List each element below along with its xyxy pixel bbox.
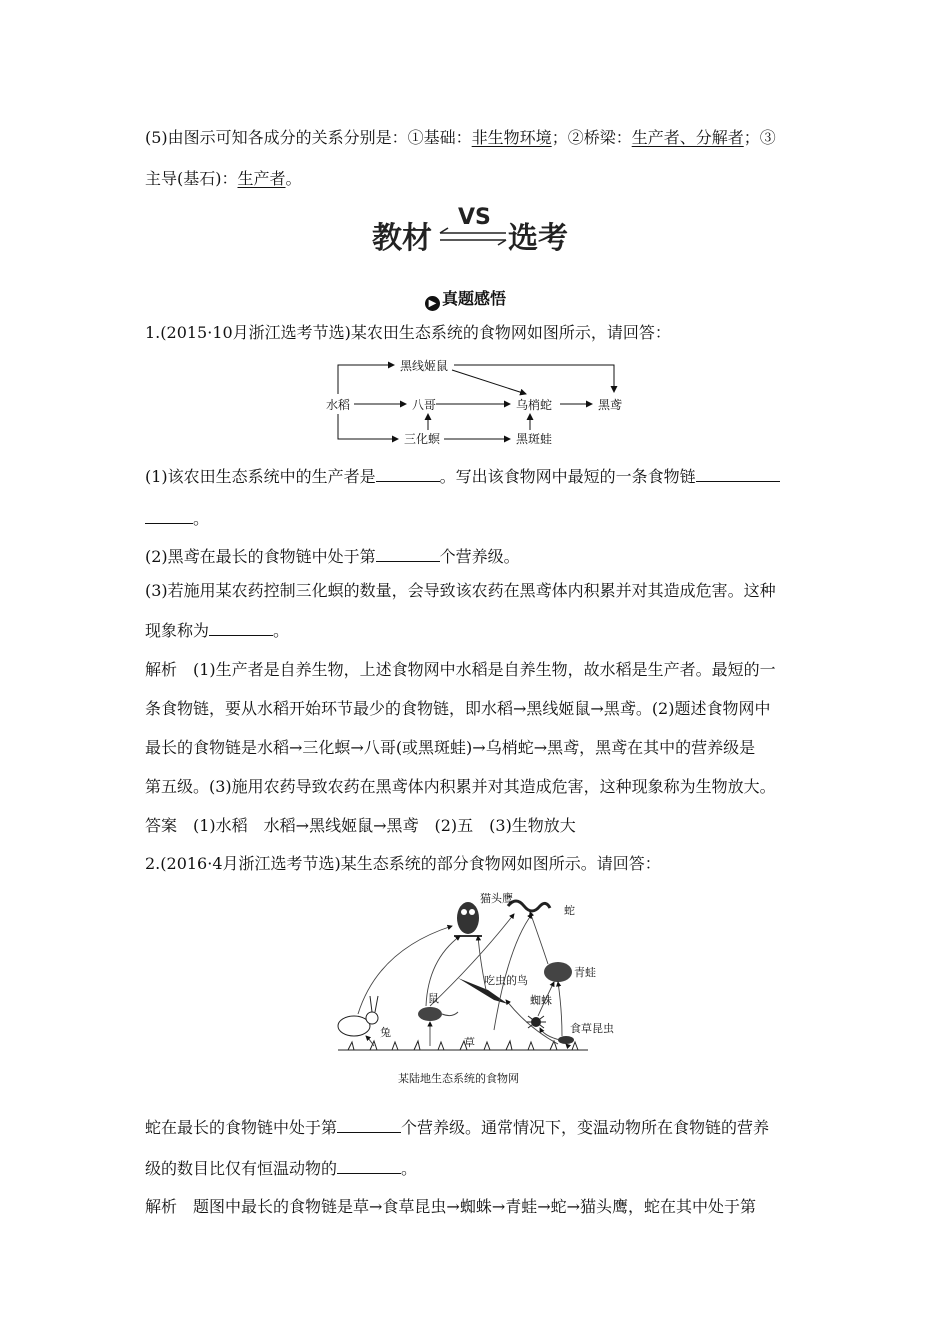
- p5-text: ；②桥梁：: [551, 128, 632, 147]
- q1-sub2: [145, 546, 807, 568]
- node-bage: 八哥: [412, 398, 437, 412]
- p5-text: 主导(基石)：: [145, 169, 238, 188]
- insect-icon: [558, 1036, 574, 1044]
- p5-text: 。: [285, 169, 302, 188]
- label-rabbit: 兔: [380, 1026, 391, 1039]
- mouse-icon: [418, 1007, 458, 1021]
- answer-underlined: 生产者: [237, 169, 286, 188]
- q1-analysis-line: 条食物链，要从水稻开始环节最少的食物链，即水稻→黑线姬鼠→黑鸢。(2)题述食物网中: [145, 699, 771, 718]
- q1-analysis-line: 第五级。(3)施用农药导致农药在黑鸢体内积累并对其造成危害，这种现象称为生物放大。: [145, 777, 776, 796]
- q1-text: 现象称为: [145, 621, 210, 640]
- label-bird: 吃虫的鸟: [484, 974, 528, 987]
- label-mouse: 鼠: [428, 992, 439, 1005]
- node-wushao: 乌梢蛇: [516, 398, 553, 412]
- label-owl: 猫头鹰: [480, 892, 513, 905]
- figure-caption: 某陆地生态系统的食物网: [398, 1072, 519, 1085]
- q1-sub1-line2: [145, 508, 807, 530]
- label-grass: 草: [464, 1036, 475, 1049]
- label-spider: 蜘蛛: [530, 994, 552, 1007]
- label-insect: 食草昆虫: [570, 1022, 614, 1035]
- q1-text: (1)该农田生态系统中的生产者是: [145, 467, 376, 486]
- answer-blank[interactable]: [376, 547, 440, 562]
- q2-analysis: 解析 题图中最长的食物链是草→食草昆虫→蜘蛛→青蛙→蛇→猫头鹰，蛇在其中处于第: [145, 1197, 757, 1216]
- section-vs-text: VS: [458, 205, 491, 230]
- q1-stem: 1.(2015·10月浙江选考节选)某农田生态系统的食物网如图所示，请回答：: [145, 323, 671, 342]
- play-icon: ▶: [425, 296, 440, 311]
- q2-text-line2: [145, 1158, 807, 1180]
- grass-icon: [338, 1041, 588, 1050]
- food-web-diagram: [320, 352, 640, 448]
- spider-icon: [526, 1016, 546, 1028]
- p5-line-2: [145, 168, 807, 190]
- subsection-title: [425, 286, 506, 311]
- q1-text: 。写出该食物网中最短的一条食物链: [439, 467, 696, 486]
- section-left-text: 教材: [372, 221, 432, 256]
- answer-blank[interactable]: [337, 1159, 401, 1174]
- food-web-arrows: [338, 365, 614, 439]
- answer-underlined: 非生物环境: [471, 128, 552, 147]
- terrestrial-food-web-figure: [318, 890, 630, 1090]
- q2-text: 个营养级。通常情况下，变温动物所在食物链的营养: [401, 1118, 770, 1137]
- owl-icon: [454, 902, 482, 936]
- q2-text: 。: [401, 1159, 418, 1178]
- p5-text: (5)由图示可知各成分的关系分别是：①基础：: [145, 128, 472, 147]
- frog-icon: [544, 962, 572, 982]
- q2-text: 蛇在最长的食物链中处于第: [145, 1118, 338, 1137]
- q1-sub3-line2: [145, 620, 807, 642]
- label-frog: 青蛙: [574, 966, 596, 979]
- node-shuidao: 水稻: [326, 398, 351, 412]
- rabbit-icon: [338, 996, 378, 1036]
- subsection-title-text: 真题感悟: [442, 289, 507, 308]
- node-heiban: 黑斑蛙: [516, 432, 553, 446]
- node-sanhua: 三化螟: [404, 432, 441, 446]
- label-snake: 蛇: [564, 904, 575, 917]
- answer-blank[interactable]: [696, 467, 780, 482]
- q2-stem: 2.(2016·4月浙江选考节选)某生态系统的部分食物网如图所示。请回答：: [145, 854, 661, 873]
- q2-text: 级的数目比仅有恒温动物的: [145, 1159, 338, 1178]
- q1-analysis-line: 解析 (1)生产者是自养生物，上述食物网中水稻是自养生物，故水稻是生产者。最短的一: [145, 660, 776, 679]
- q1-text: 。: [193, 509, 210, 528]
- snake-icon: [508, 901, 550, 911]
- node-heixian: 黑线姬鼠: [400, 359, 449, 373]
- answer-blank[interactable]: [145, 509, 193, 524]
- answer-blank[interactable]: [209, 621, 273, 636]
- q1-text: 个营养级。: [439, 547, 520, 566]
- q1-sub1-line1: [145, 466, 807, 488]
- node-heiyuan: 黑鸢: [598, 398, 623, 412]
- double-arrow-icon: [440, 228, 506, 245]
- p5-line-1: [145, 127, 807, 149]
- q1-text: 。: [273, 621, 290, 640]
- section-banner: [370, 200, 580, 264]
- q1-sub3-line1: (3)若施用某农药控制三化螟的数量，会导致该农药在黑鸢体内积累并对其造成危害。这种: [145, 581, 776, 600]
- section-right-text: 选考: [508, 221, 568, 256]
- answer-blank[interactable]: [337, 1118, 401, 1133]
- q1-text: (2)黑鸢在最长的食物链中处于第: [145, 547, 376, 566]
- q2-text-line1: [145, 1117, 807, 1139]
- answer-underlined: 生产者、分解者: [631, 128, 744, 147]
- q1-answer: 答案 (1)水稻 水稻→黑线姬鼠→黑鸢 (2)五 (3)生物放大: [145, 816, 576, 835]
- p5-text: ；③: [743, 128, 776, 147]
- q1-analysis-line: 最长的食物链是水稻→三化螟→八哥(或黑斑蛙)→乌梢蛇→黑鸢，黑鸢在其中的营养级是: [145, 738, 756, 757]
- answer-blank[interactable]: [376, 467, 440, 482]
